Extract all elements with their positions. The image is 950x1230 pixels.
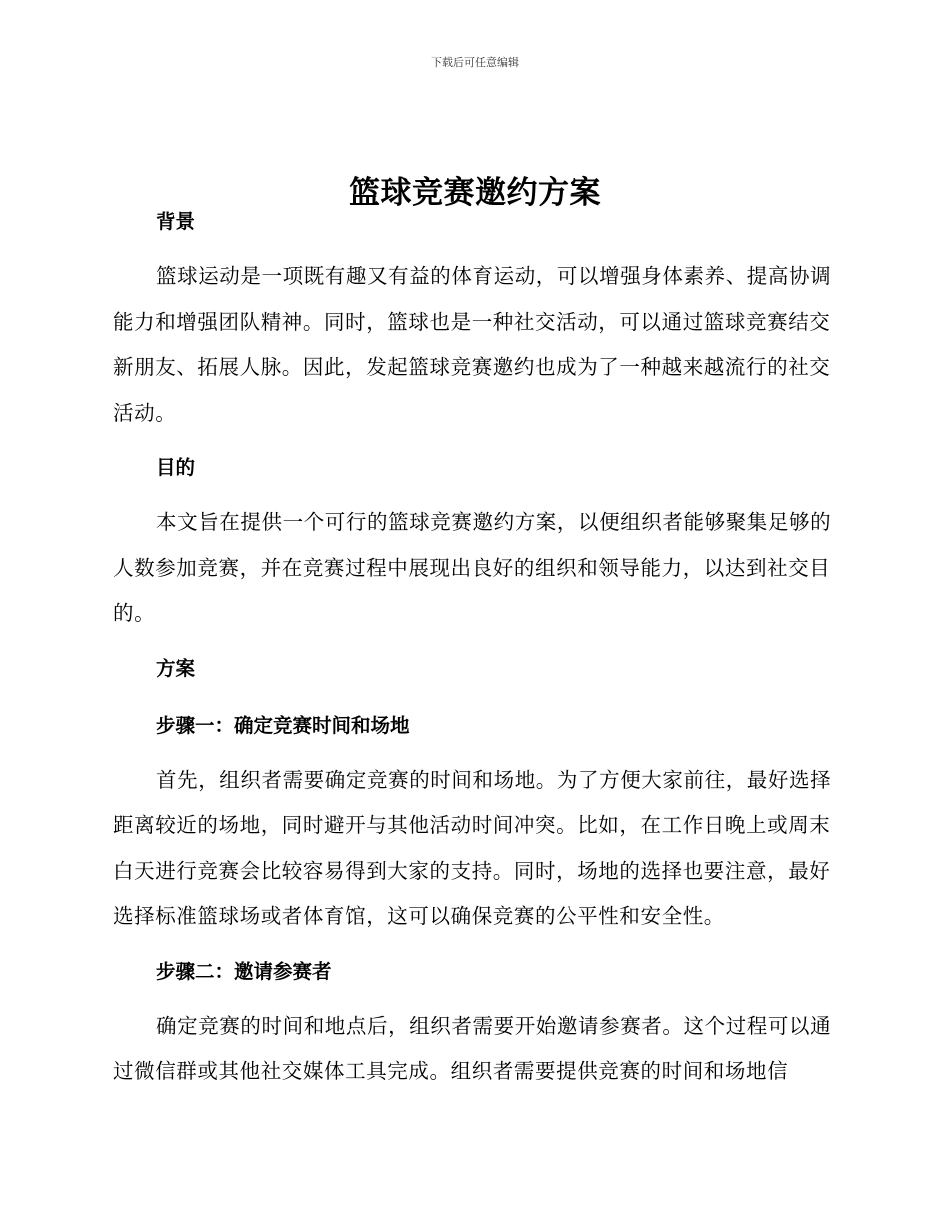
document-title: 篮球竞赛邀约方案 [349, 174, 601, 211]
header-note: 下载后可任意编辑 [431, 56, 519, 69]
paragraph-background: 篮球运动是一项既有趣又有益的体育运动，可以增强身体素养、提高协调能力和增强团队精神。同时，篮球也是一种社交活动，可以通过篮球竞赛结交新朋友、拓展人脉。因此，发起篮球竞赛邀约也成为了一种越来越流行的社交活动。 [113, 264, 832, 425]
paragraph-step2: 确定竞赛的时间和地点后，组织者需要开始邀请参赛者。这个过程可以通过微信群或其他社交媒体工具完成。组织者需要提供竞赛的时间和场地信 [113, 1013, 832, 1083]
section-heading-step2: 步骤二：邀请参赛者 [156, 959, 332, 983]
section-heading-step1: 步骤一：确定竞赛时间和场地 [156, 713, 410, 737]
section-heading-background: 背景 [156, 210, 196, 233]
section-heading-plan: 方案 [156, 656, 196, 680]
paragraph-step1: 首先，组织者需要确定竞赛的时间和场地。为了方便大家前往，最好选择距离较近的场地，同时避开与其他活动时间冲突。比如，在工作日晚上或周末白天进行竞赛会比较容易得到大家的支持。同时，场地的选择也要注意，最好选择标准篮球场或者体育馆，这可以确保竞赛的公平性和安全性。 [113, 767, 832, 928]
document-body [113, 202, 833, 1095]
paragraph-purpose: 本文旨在提供一个可行的篮球竞赛邀约方案，以便组织者能够聚集足够的人数参加竞赛，并在竞赛过程中展现出良好的组织和领导能力，以达到社交目的。 [113, 510, 832, 625]
section-heading-purpose: 目的 [156, 456, 196, 479]
